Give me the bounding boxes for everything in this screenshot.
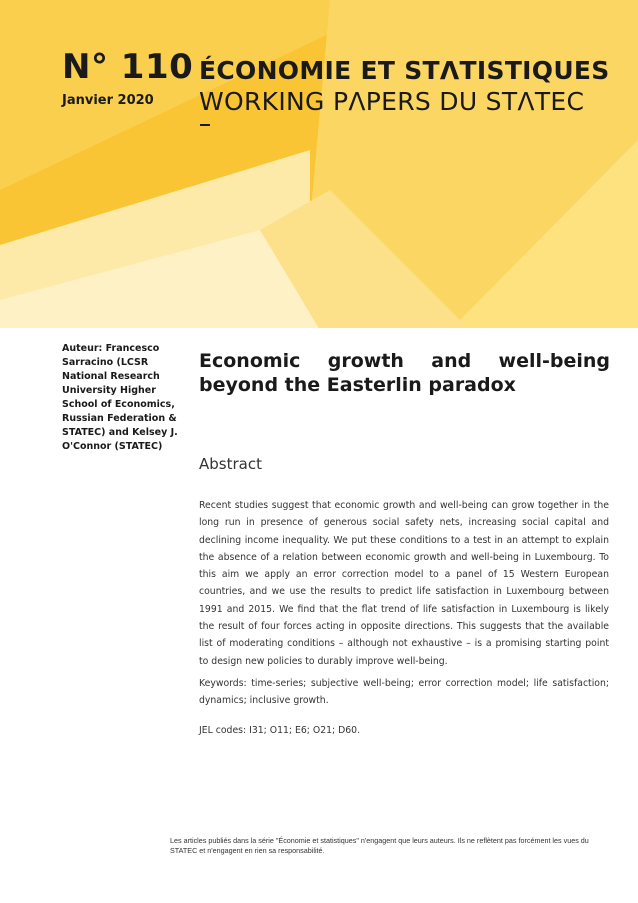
series-title: ÉCONOMIE ET STΛTISTIQUES: [199, 56, 610, 85]
issue-date: Janvier 2020: [62, 93, 154, 108]
paper-title: Economic growth and well-being beyond the Easterlin paradox: [199, 350, 610, 396]
issue-number: N° 110: [62, 47, 194, 87]
authors-block: Auteur: Francesco Sarracino (LCSR National Research University Higher School of Economics, Russian Federation & STATEC) and Kelsey J. O'Connor (STATEC): [62, 343, 178, 452]
banner-fade: [0, 328, 638, 330]
disclaimer: Les articles publiés dans la série "Économie et statistiques" n'engagent que leurs auteurs. Ils ne reflètent pas forcément les vues du STATEC et n'engagent en rien sa responsabilité.: [170, 836, 589, 855]
abstract-body: Recent studies suggest that economic growth and well-being can grow together in the long run in presence of generous social safety nets, increasing social capital and declining income inequality. We put these conditions to a test in an attempt to explain the absence of a relation between economic growth and well-being in Luxembourg. To this aim we apply an error correction model to a panel of 15 Western European countries, and we use the results to predict life satisfaction in Luxembourg between 1991 and 2015. We find that the flat trend of life satisfaction in Luxembourg is likely the result of four forces acting in opposite directions. This suggests that the available list of moderating conditions – although not exhaustive – is a promising starting point to design new policies to durably improve well-being.: [199, 500, 609, 667]
keywords: Keywords: time-series; subjective well-being; error correction model; life satisfaction; dynamics; inclusive growth.: [199, 678, 609, 707]
abstract-heading: Abstract: [199, 455, 262, 473]
title-dash-divider: [200, 124, 210, 126]
jel-codes: JEL codes: I31; O11; E6; O21; D60.: [199, 725, 361, 736]
series-subtitle: WORKING PΛPERS DU STΛTEC: [199, 87, 585, 116]
